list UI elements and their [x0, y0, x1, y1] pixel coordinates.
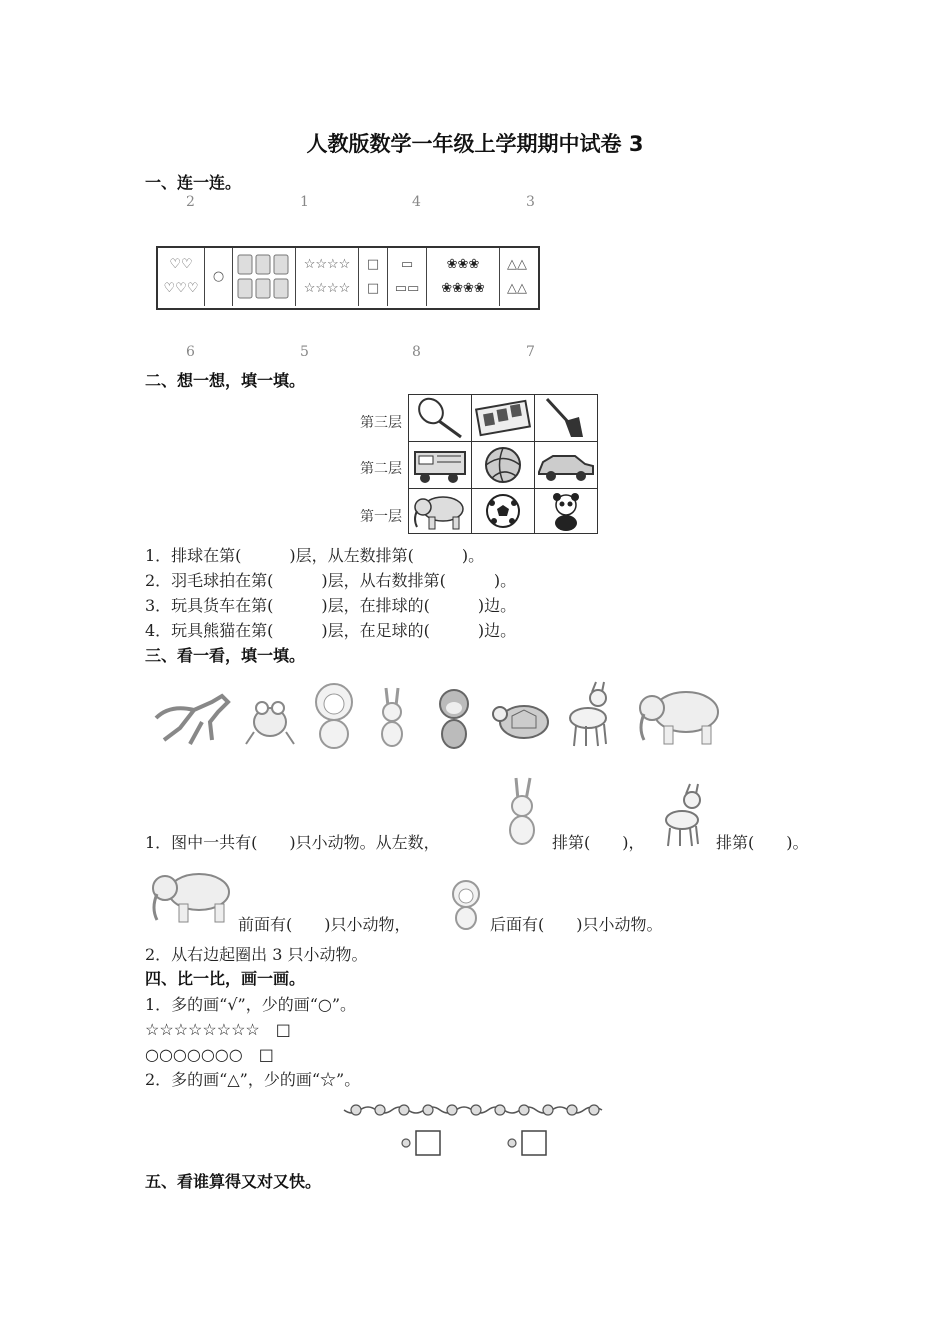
question-line: 前面有( )只小动物， [238, 915, 411, 934]
top-number: 4 [412, 194, 421, 210]
page-title: 人教版数学一年级上学期期中试卷 3 [306, 132, 644, 156]
strip-cell-stars[interactable] [296, 248, 359, 306]
bottom-number: 5 [300, 344, 309, 360]
top-number: 3 [526, 194, 535, 210]
goat-icon [562, 678, 622, 752]
rabbit-icon [496, 774, 550, 848]
lion-icon [306, 680, 364, 752]
shovel-icon [535, 395, 597, 441]
strip-row: ☆☆☆☆ [303, 281, 351, 296]
strip-cell-circle[interactable] [205, 248, 233, 306]
question-line: 排第( )。 [716, 833, 809, 852]
question-line: 1．排球在第( )层，从左数排第( )。 [145, 546, 485, 565]
strip-row: ▭ [400, 257, 414, 272]
question-line: 2．从右边起圈出 3 只小动物。 [145, 945, 368, 964]
strip-row: □ [366, 281, 380, 296]
soccer-ball-icon [472, 489, 534, 533]
bottom-number: 8 [412, 344, 421, 360]
lion-icon [444, 878, 488, 932]
elephant-icon [632, 684, 726, 752]
goat-icon [660, 780, 714, 850]
floor-label: 第三层 [360, 415, 402, 431]
strip-cell-hearts[interactable] [158, 248, 205, 306]
shelf-cell [534, 394, 598, 442]
badminton-racket-icon [409, 395, 471, 441]
strip-row: △△ [507, 257, 527, 272]
shelf-cell [408, 488, 472, 534]
toy-car-icon [535, 442, 597, 488]
floor-label: 第一层 [360, 509, 402, 525]
question-line: 后面有( )只小动物。 [490, 915, 663, 934]
top-number: 1 [300, 194, 309, 210]
bottom-number: 6 [186, 344, 195, 360]
turtle-icon [490, 692, 556, 750]
shelf-cell [471, 394, 535, 442]
shelf-cell [534, 488, 598, 534]
shelf-cell [534, 441, 598, 489]
question-line: 2．多的画“△”，少的画“☆”。 [145, 1070, 361, 1089]
picture-strip [156, 246, 540, 310]
toy-truck-icon [409, 442, 471, 488]
question-line: 排第( )， [552, 833, 645, 852]
panda-icon [535, 489, 597, 533]
animal-row [150, 678, 730, 756]
question-line: 2．羽毛球拍在第( )层，从右数排第( )。 [145, 571, 517, 590]
question-line: 1．多的画“√”，少的画“○”。 [145, 995, 357, 1014]
circles-row: ○○○○○○○ □ [145, 1045, 274, 1064]
shelf-cell [471, 441, 535, 489]
elephant-icon [145, 866, 237, 928]
elephant-icon [409, 489, 471, 533]
strip-row: ❀❀❀❀ [441, 281, 485, 296]
floor-label: 第二层 [360, 461, 402, 477]
volleyball-icon [472, 442, 534, 488]
section-1-heading: 一、连一连。 [145, 173, 242, 192]
strip-row: ○ [212, 269, 225, 284]
shelf-cell [471, 488, 535, 534]
section-4-heading: 四、比一比，画一画。 [145, 969, 306, 988]
bead-string-figure [340, 1098, 610, 1160]
question-line: 1．图中一共有( )只小动物。从左数， [145, 833, 440, 852]
strip-cell-squares[interactable] [359, 248, 388, 306]
top-number: 2 [186, 194, 195, 210]
bottom-number: 7 [526, 344, 535, 360]
section-3-heading: 三、看一看，填一填。 [145, 646, 306, 665]
toy-shelf-grid [408, 394, 598, 534]
strip-row: △△ [507, 281, 527, 296]
strip-cell-flowers[interactable] [427, 248, 500, 306]
question-line: 4．玩具熊猫在第( )层，在足球的( )边。 [145, 621, 517, 640]
question-line: 3．玩具货车在第( )层，在排球的( )边。 [145, 596, 517, 615]
strip-cell-triangles[interactable] [500, 248, 534, 306]
strip-row: ♡♡♡ [163, 281, 199, 296]
shelf-cell [408, 394, 472, 442]
section-2-heading: 二、想一想，填一填。 [145, 371, 306, 390]
strip-row: □ [366, 257, 380, 272]
horse-icon [150, 688, 234, 748]
strip-row: ☆☆☆☆ [303, 257, 351, 272]
stars-row: ☆☆☆☆☆☆☆☆ □ [145, 1020, 291, 1039]
section-5-heading: 五、看谁算得又对又快。 [145, 1172, 322, 1191]
strip-cell-rectangles[interactable] [388, 248, 427, 306]
frog-icon [242, 692, 298, 748]
strip-row: ▭▭ [394, 281, 420, 296]
monkey-icon [426, 682, 484, 752]
strip-row: ❀❀❀ [446, 257, 480, 272]
strip-cell-cups[interactable] [233, 248, 296, 306]
cups-icon [236, 252, 292, 302]
strip-row: ♡♡ [169, 257, 193, 272]
shelf-cell [408, 441, 472, 489]
game-board-icon [472, 395, 534, 441]
rabbit-icon [370, 684, 414, 752]
